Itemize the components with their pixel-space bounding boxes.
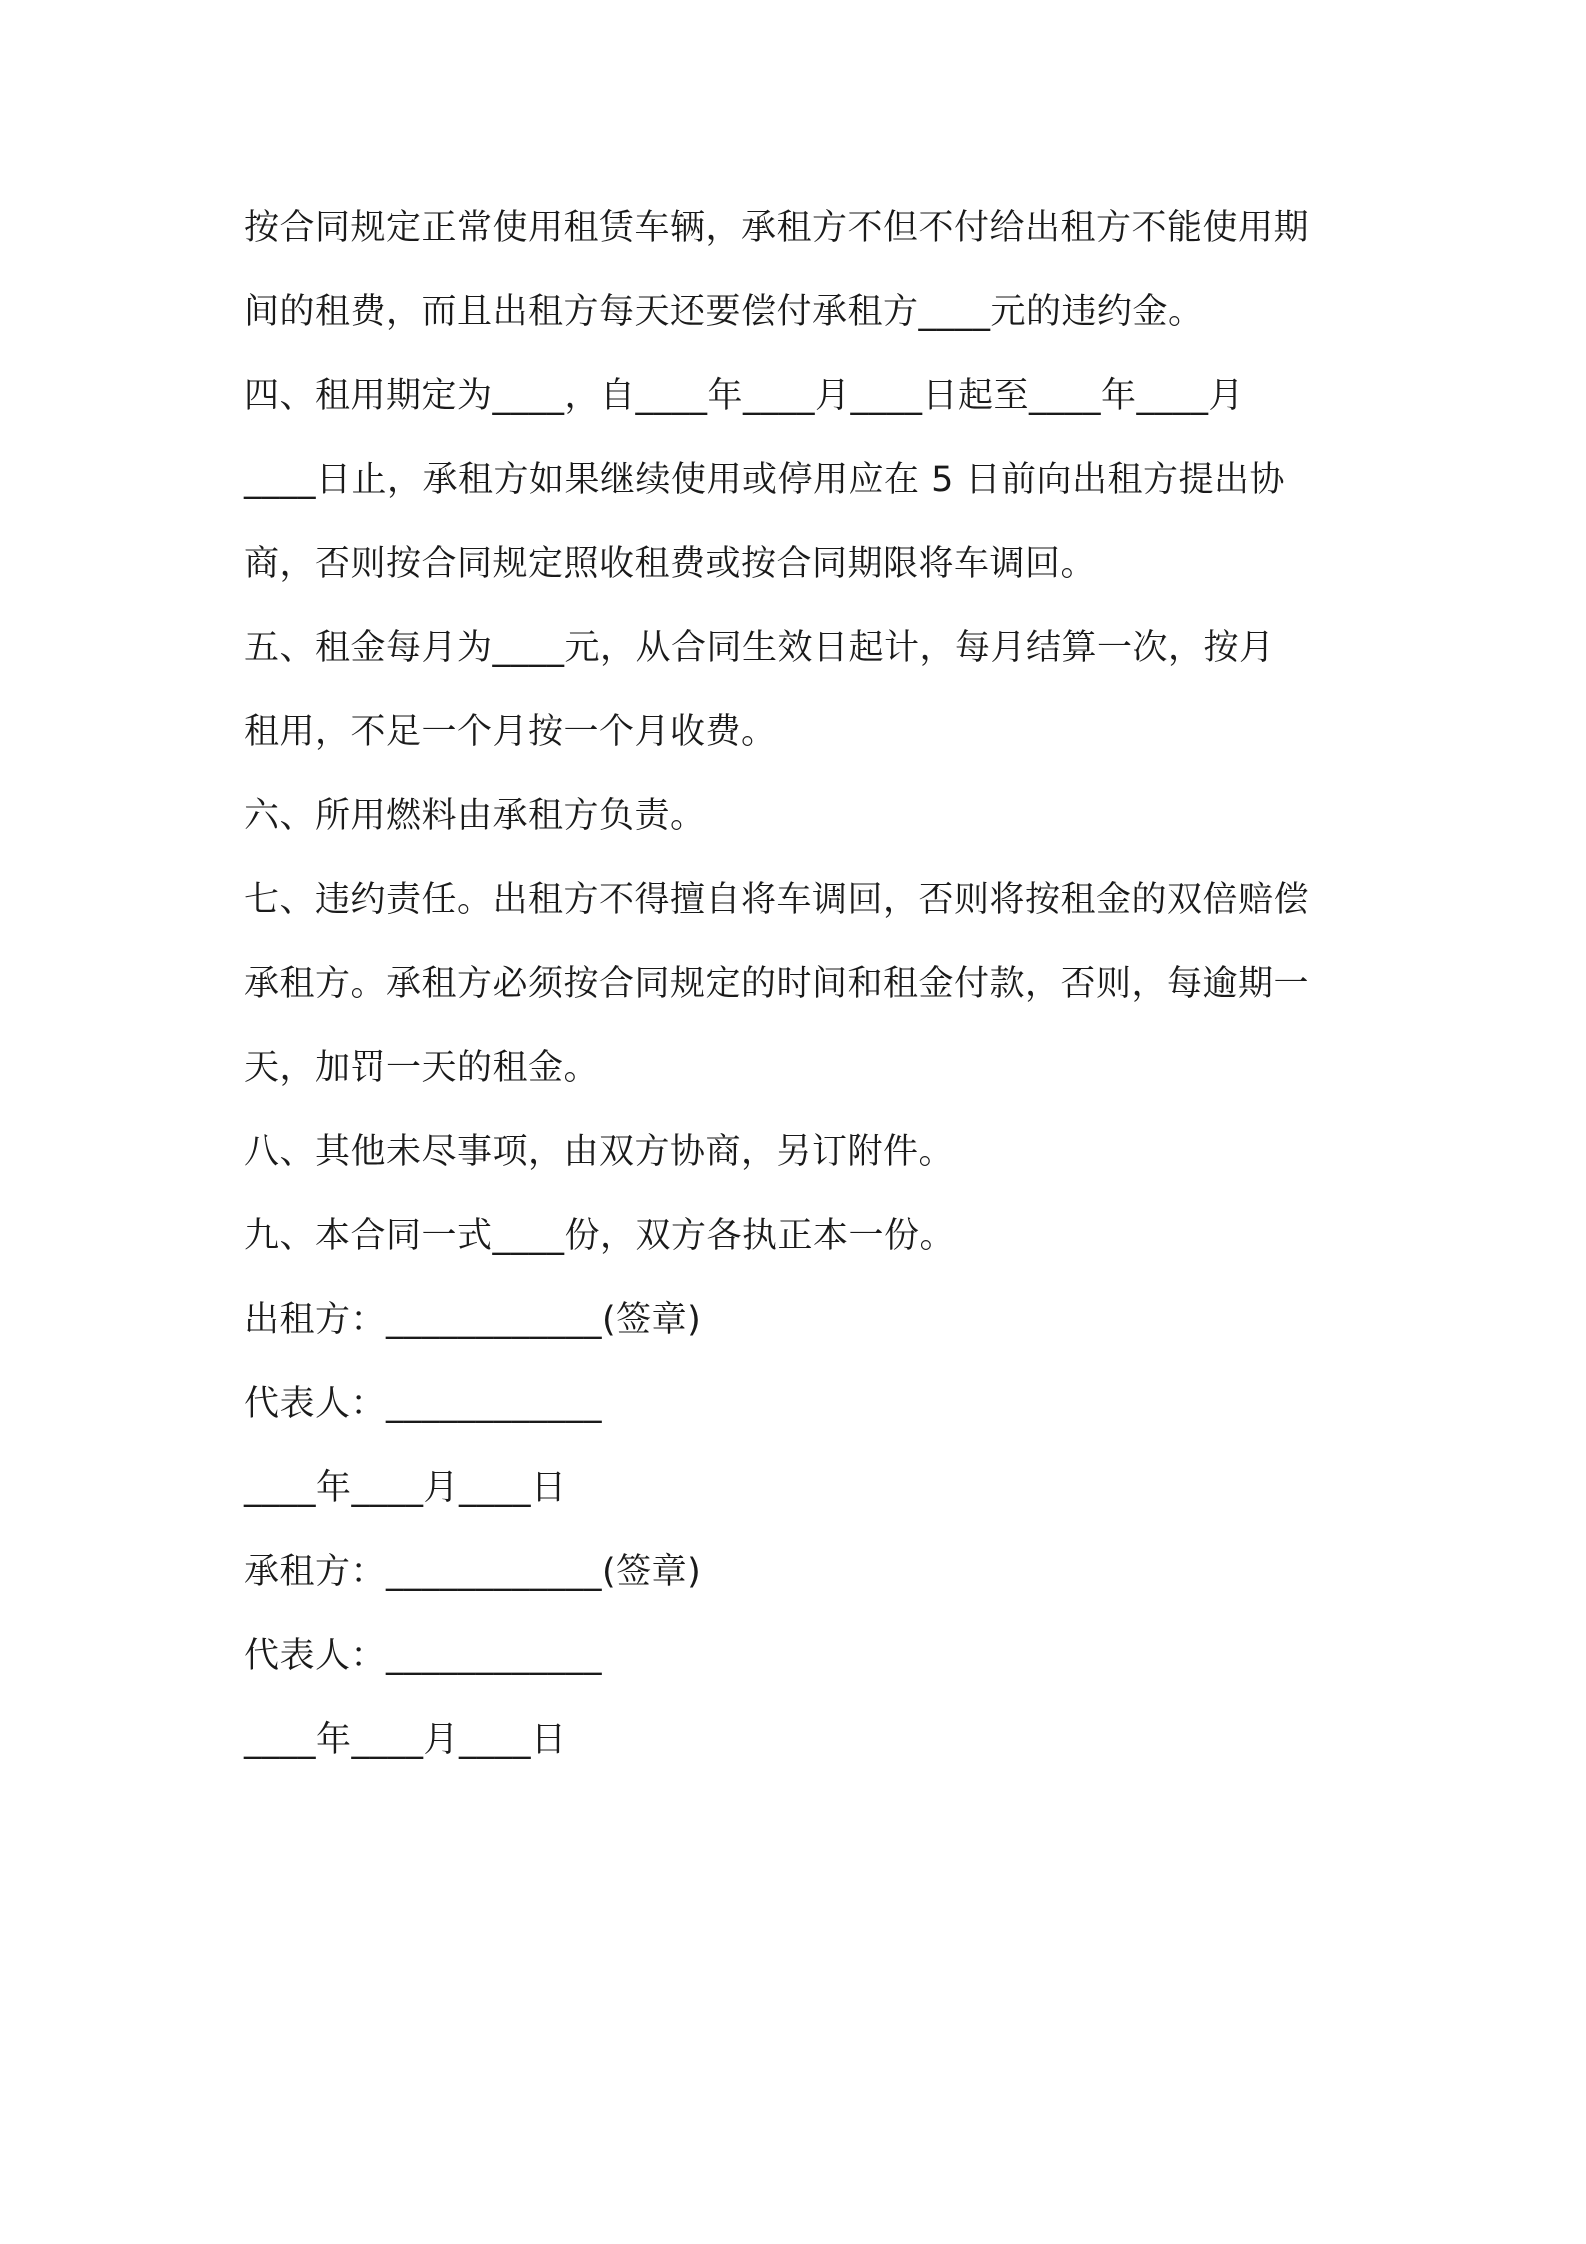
lessor-date: ____年____月____日 (244, 1468, 567, 1508)
lessor-representative: 代表人：____________ (244, 1384, 603, 1424)
clause-3-line-1: 按合同规定正常使用租赁车辆，承租方不但不付给出租方不能使用期 (244, 208, 1310, 248)
clause-4-line-1: 四、租用期定为____，自____年____月____日起至____年____月 (244, 376, 1245, 416)
clause-7-line-2: 承租方。承租方必须按合同规定的时间和租金付款，否则，每逾期一 (244, 964, 1310, 1004)
lessor-signature: 出租方：____________(签章) (244, 1300, 702, 1340)
clause-7-line-1: 七、违约责任。出租方不得擅自将车调回，否则将按租金的双倍赔偿 (244, 880, 1310, 920)
lessee-signature: 承租方：____________(签章) (244, 1552, 702, 1592)
clause-3-line-2: 间的租费，而且出租方每天还要偿付承租方____元的违约金。 (244, 292, 1204, 332)
lessee-date: ____年____月____日 (244, 1720, 567, 1760)
clause-5-line-2: 租用，不足一个月按一个月收费。 (244, 712, 777, 752)
lessee-representative: 代表人：____________ (244, 1636, 603, 1676)
clause-9: 九、本合同一式____份，双方各执正本一份。 (244, 1216, 956, 1256)
clause-8: 八、其他未尽事项，由双方协商，另订附件。 (244, 1132, 955, 1172)
clause-6: 六、所用燃料由承租方负责。 (244, 796, 706, 836)
clause-4-line-2: ____日止，承租方如果继续使用或停用应在 5 日前向出租方提出协 (244, 460, 1286, 500)
clause-4-line-3: 商，否则按合同规定照收租费或按合同期限将车调回。 (244, 544, 1097, 584)
clause-5-line-1: 五、租金每月为____元，从合同生效日起计，每月结算一次，按月 (244, 628, 1275, 668)
clause-7-line-3: 天，加罚一天的租金。 (244, 1048, 600, 1088)
